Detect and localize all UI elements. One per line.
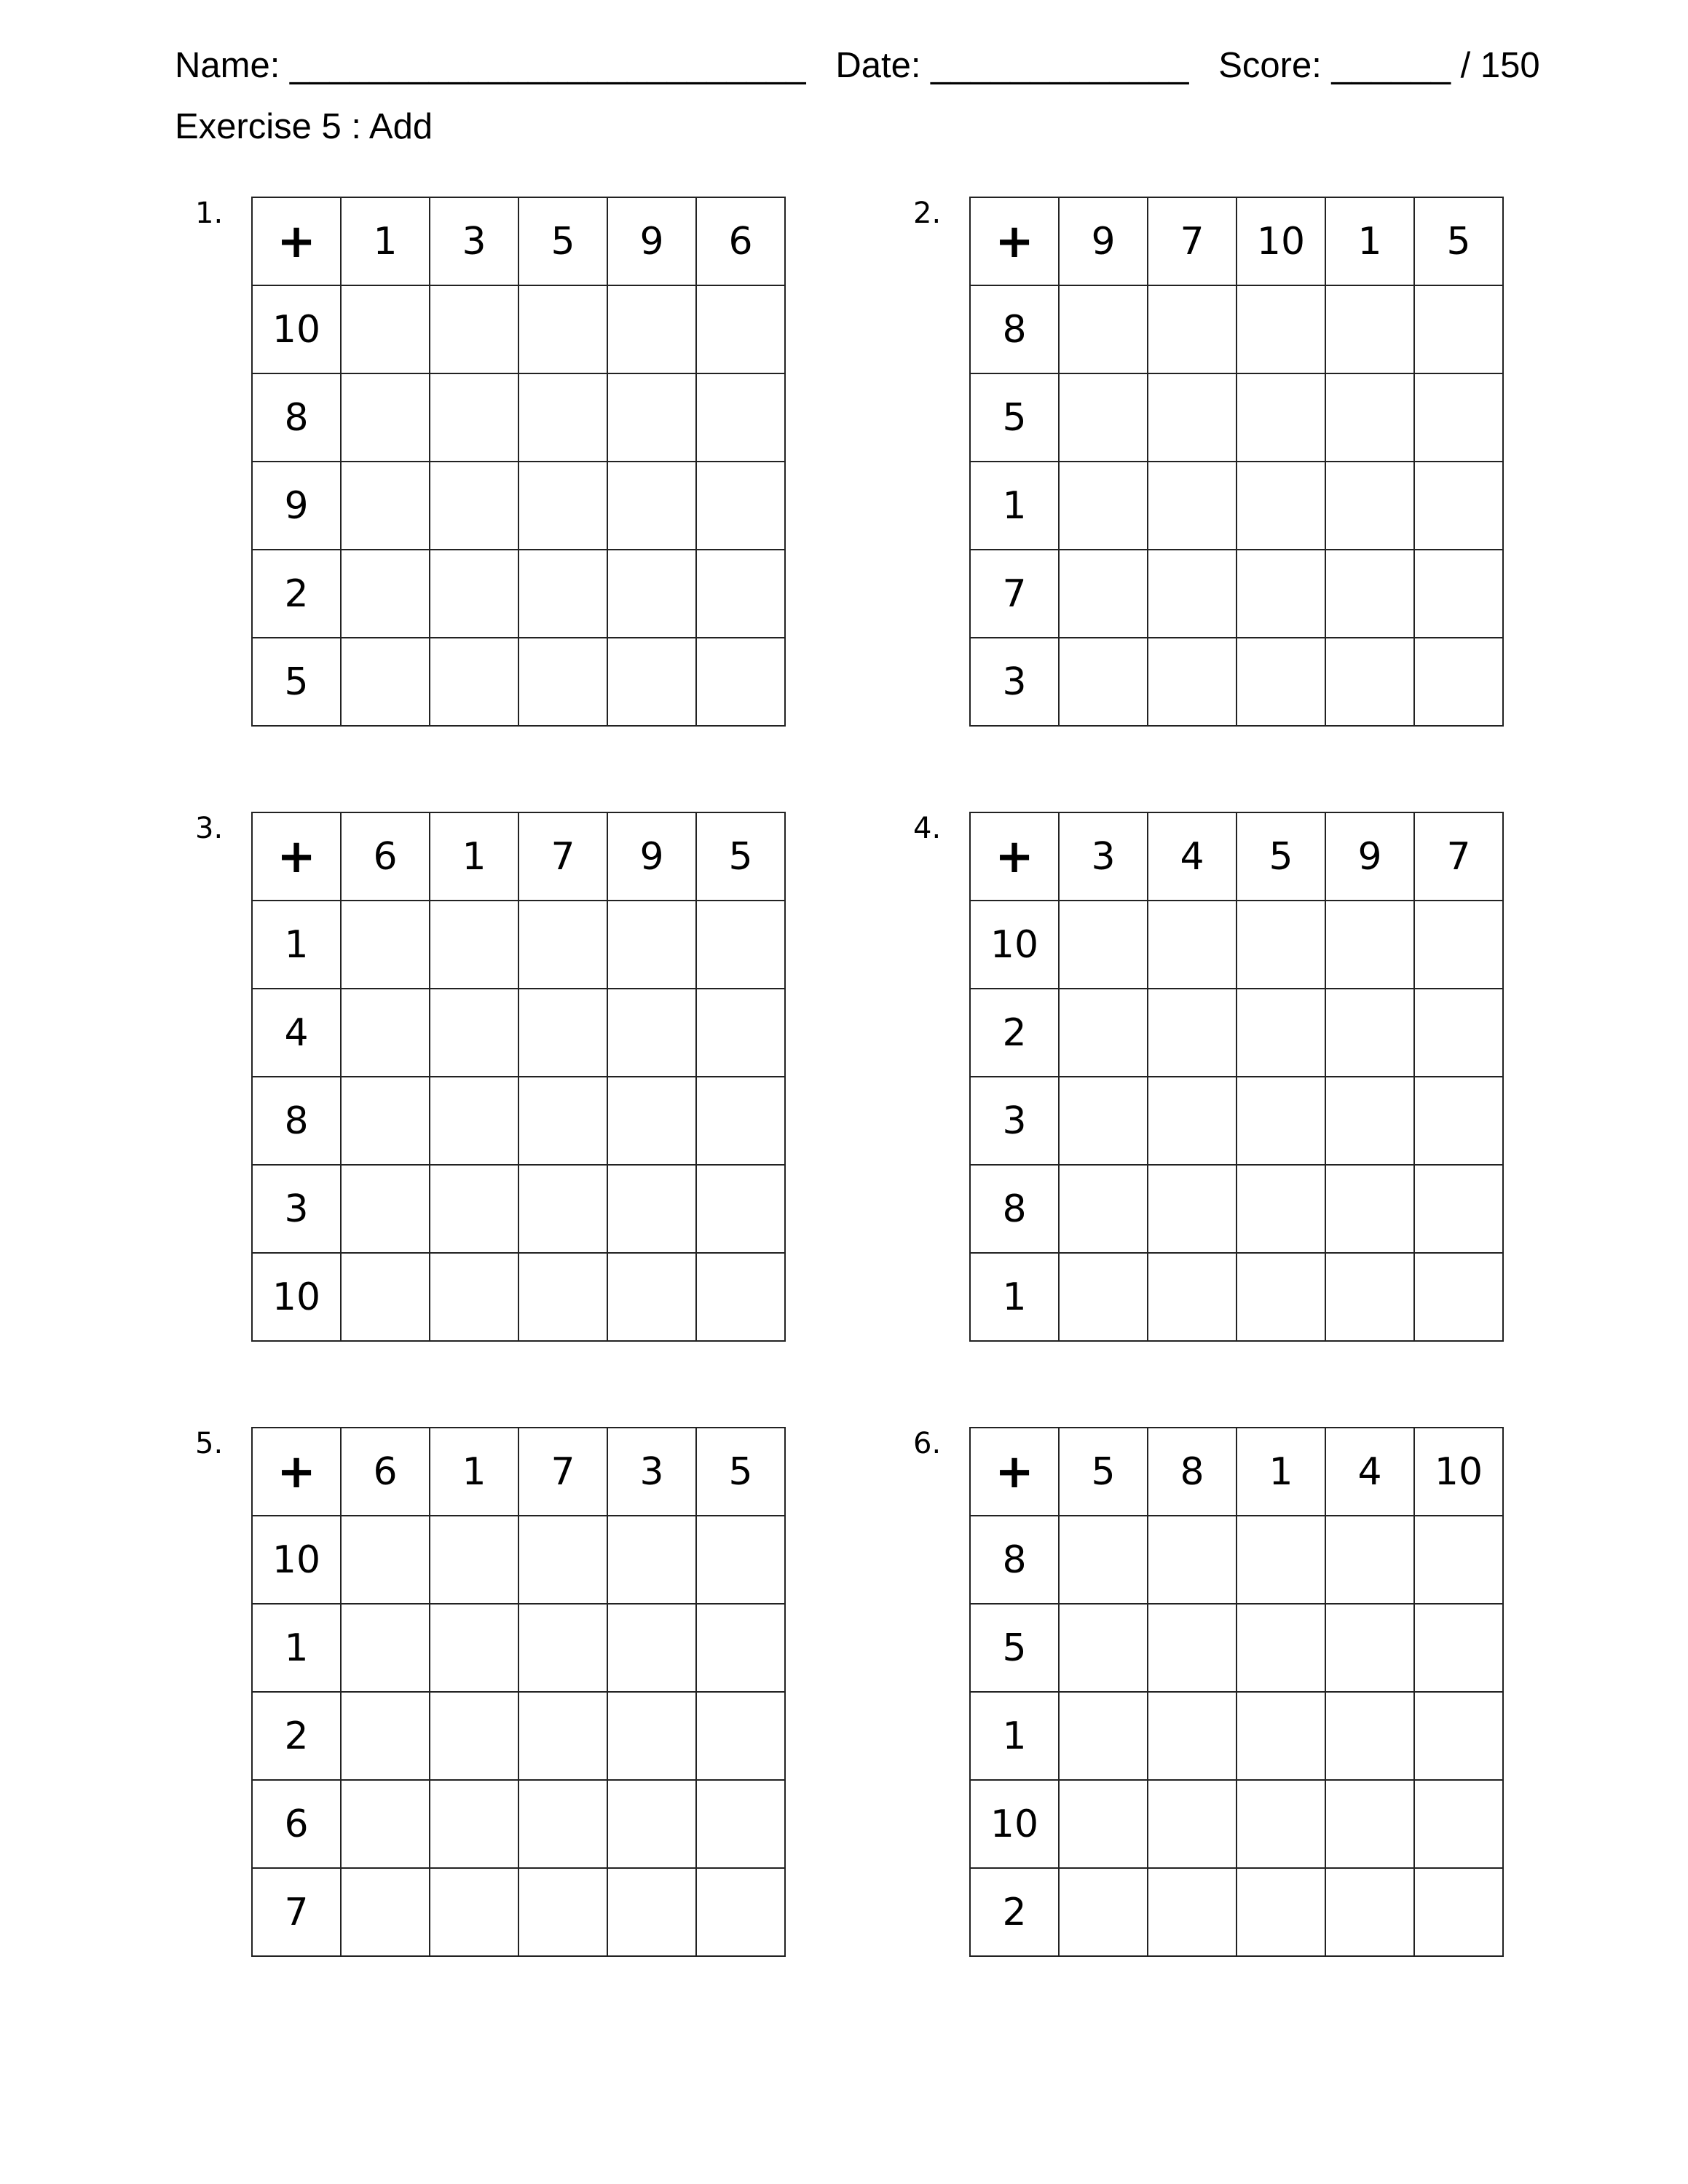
answer-cell[interactable] — [1414, 638, 1503, 726]
answer-cell[interactable] — [1237, 1780, 1325, 1868]
answer-cell[interactable] — [1237, 1516, 1325, 1604]
answer-cell[interactable] — [341, 1165, 430, 1253]
answer-cell[interactable] — [696, 901, 785, 989]
column-header-cell: 5 — [1237, 812, 1325, 901]
answer-cell[interactable] — [430, 285, 518, 373]
column-header-cell: 7 — [1148, 197, 1237, 285]
answer-cell[interactable] — [518, 550, 607, 638]
column-header-cell: 5 — [696, 812, 785, 901]
answer-cell[interactable] — [518, 373, 607, 462]
answer-cell[interactable] — [607, 1516, 696, 1604]
answer-cell[interactable] — [430, 901, 518, 989]
answer-cell[interactable] — [341, 1516, 430, 1604]
problem-2 — [893, 197, 1512, 750]
answer-cell[interactable] — [1237, 1165, 1325, 1253]
score-blank[interactable]: ______ — [1331, 46, 1451, 85]
problem-3 — [175, 812, 794, 1365]
answer-cell[interactable] — [341, 550, 430, 638]
answer-cell[interactable] — [518, 1165, 607, 1253]
grid-row — [252, 1077, 785, 1165]
plus-operator-cell: + — [970, 812, 1059, 901]
answer-cell[interactable] — [1059, 1077, 1148, 1165]
answer-cell[interactable] — [1237, 373, 1325, 462]
answer-cell[interactable] — [607, 462, 696, 550]
column-header-cell: 5 — [518, 197, 607, 285]
answer-cell[interactable] — [696, 462, 785, 550]
answer-cell[interactable] — [518, 285, 607, 373]
answer-cell[interactable] — [607, 1780, 696, 1868]
answer-cell[interactable] — [518, 989, 607, 1077]
answer-cell[interactable] — [1414, 285, 1503, 373]
grid-row — [252, 989, 785, 1077]
worksheet-header — [175, 45, 1540, 86]
plus-operator-cell: + — [252, 1428, 341, 1516]
column-header-cell: 3 — [1059, 812, 1148, 901]
problem-number: 6. — [913, 1427, 942, 1460]
row-header-cell: 10 — [252, 1516, 341, 1604]
grid-row — [970, 1604, 1503, 1692]
column-header-cell: 7 — [1414, 812, 1503, 901]
answer-cell[interactable] — [696, 1692, 785, 1780]
plus-operator-cell: + — [252, 812, 341, 901]
answer-cell[interactable] — [1325, 638, 1414, 726]
answer-cell[interactable] — [1148, 638, 1237, 726]
answer-cell[interactable] — [1237, 1604, 1325, 1692]
answer-cell[interactable] — [341, 1604, 430, 1692]
problem-5 — [175, 1427, 794, 1980]
answer-cell[interactable] — [1059, 1253, 1148, 1341]
answer-cell[interactable] — [1414, 373, 1503, 462]
answer-cell[interactable] — [518, 1516, 607, 1604]
score-total: / 150 — [1460, 46, 1540, 85]
answer-cell[interactable] — [1148, 1165, 1237, 1253]
header-row — [252, 812, 785, 901]
grid-row — [970, 462, 1503, 550]
answer-cell[interactable] — [1237, 901, 1325, 989]
row-header-cell: 5 — [970, 373, 1059, 462]
answer-cell[interactable] — [1148, 901, 1237, 989]
answer-cell[interactable] — [1148, 1516, 1237, 1604]
answer-cell[interactable] — [341, 1253, 430, 1341]
answer-cell[interactable] — [607, 550, 696, 638]
answer-cell[interactable] — [341, 462, 430, 550]
answer-cell[interactable] — [1237, 1253, 1325, 1341]
answer-cell[interactable] — [607, 989, 696, 1077]
plus-operator-cell: + — [252, 197, 341, 285]
grid-row — [252, 1516, 785, 1604]
column-header-cell: 7 — [518, 812, 607, 901]
row-header-cell: 1 — [970, 462, 1059, 550]
answer-cell[interactable] — [1237, 1692, 1325, 1780]
answer-cell[interactable] — [518, 901, 607, 989]
answer-cell[interactable] — [1414, 550, 1503, 638]
answer-cell[interactable] — [1059, 550, 1148, 638]
grid-row — [252, 901, 785, 989]
column-header-cell: 5 — [696, 1428, 785, 1516]
answer-cell[interactable] — [607, 1165, 696, 1253]
answer-cell[interactable] — [607, 901, 696, 989]
answer-cell[interactable] — [1414, 1165, 1503, 1253]
answer-cell[interactable] — [1237, 285, 1325, 373]
grid-row — [970, 1516, 1503, 1604]
column-header-cell: 7 — [518, 1428, 607, 1516]
answer-cell[interactable] — [696, 989, 785, 1077]
plus-operator-cell: + — [970, 197, 1059, 285]
answer-cell[interactable] — [1325, 901, 1414, 989]
answer-cell[interactable] — [1237, 462, 1325, 550]
answer-cell[interactable] — [341, 901, 430, 989]
answer-cell[interactable] — [1414, 1868, 1503, 1956]
grid-row — [252, 638, 785, 726]
answer-cell[interactable] — [696, 1604, 785, 1692]
grid-row — [970, 901, 1503, 989]
column-header-cell: 10 — [1237, 197, 1325, 285]
score-label: Score: — [1218, 46, 1322, 85]
row-header-cell: 8 — [970, 1516, 1059, 1604]
date-blank[interactable]: _____________ — [931, 46, 1189, 85]
answer-cell[interactable] — [341, 1780, 430, 1868]
answer-cell[interactable] — [696, 285, 785, 373]
grid-row — [970, 989, 1503, 1077]
date-label: Date: — [835, 46, 921, 85]
answer-cell[interactable] — [1237, 638, 1325, 726]
answer-cell[interactable] — [1325, 1868, 1414, 1956]
answer-cell[interactable] — [1148, 1692, 1237, 1780]
answer-cell[interactable] — [1325, 1077, 1414, 1165]
grid-row — [970, 550, 1503, 638]
row-header-cell: 9 — [252, 462, 341, 550]
header-row — [970, 812, 1503, 901]
column-header-cell: 9 — [607, 197, 696, 285]
row-header-cell: 7 — [970, 550, 1059, 638]
row-header-cell: 2 — [970, 989, 1059, 1077]
answer-cell[interactable] — [341, 1868, 430, 1956]
answer-cell[interactable] — [1059, 989, 1148, 1077]
problem-6 — [893, 1427, 1512, 1980]
answer-cell[interactable] — [607, 285, 696, 373]
answer-cell[interactable] — [1059, 285, 1148, 373]
answer-cell[interactable] — [1059, 1165, 1148, 1253]
answer-cell[interactable] — [1059, 1516, 1148, 1604]
answer-cell[interactable] — [607, 1868, 696, 1956]
answer-cell[interactable] — [341, 989, 430, 1077]
answer-cell[interactable] — [1414, 462, 1503, 550]
answer-cell[interactable] — [1414, 1516, 1503, 1604]
grid-row — [970, 1692, 1503, 1780]
row-header-cell: 8 — [252, 373, 341, 462]
answer-cell[interactable] — [607, 638, 696, 726]
answer-cell[interactable] — [341, 1077, 430, 1165]
column-header-cell: 4 — [1325, 1428, 1414, 1516]
grid-row — [252, 1692, 785, 1780]
header-row — [970, 1428, 1503, 1516]
answer-cell[interactable] — [1325, 1604, 1414, 1692]
answer-cell[interactable] — [1148, 373, 1237, 462]
answer-cell[interactable] — [518, 1604, 607, 1692]
answer-cell[interactable] — [696, 1253, 785, 1341]
answer-cell[interactable] — [1414, 989, 1503, 1077]
answer-cell[interactable] — [1148, 989, 1237, 1077]
answer-cell[interactable] — [696, 373, 785, 462]
header-row — [970, 197, 1503, 285]
answer-cell[interactable] — [518, 1868, 607, 1956]
grid-row — [252, 285, 785, 373]
answer-cell[interactable] — [518, 638, 607, 726]
column-header-cell: 1 — [341, 197, 430, 285]
row-header-cell: 4 — [252, 989, 341, 1077]
answer-cell[interactable] — [1414, 901, 1503, 989]
answer-cell[interactable] — [430, 989, 518, 1077]
answer-cell[interactable] — [1148, 1780, 1237, 1868]
answer-cell[interactable] — [1325, 1692, 1414, 1780]
answer-cell[interactable] — [1148, 462, 1237, 550]
answer-cell[interactable] — [1325, 550, 1414, 638]
problem-4 — [893, 812, 1512, 1365]
row-header-cell: 2 — [252, 550, 341, 638]
answer-cell[interactable] — [430, 1253, 518, 1341]
grid-row — [970, 1780, 1503, 1868]
row-header-cell: 7 — [252, 1868, 341, 1956]
answer-cell[interactable] — [696, 1077, 785, 1165]
grid-row — [252, 1165, 785, 1253]
answer-cell[interactable] — [1325, 462, 1414, 550]
grid-row — [970, 1253, 1503, 1341]
row-header-cell: 10 — [970, 901, 1059, 989]
row-header-cell: 2 — [252, 1692, 341, 1780]
addition-grid — [969, 197, 1504, 727]
row-header-cell: 5 — [252, 638, 341, 726]
grid-row — [252, 1253, 785, 1341]
answer-cell[interactable] — [341, 1692, 430, 1780]
answer-cell[interactable] — [1059, 1604, 1148, 1692]
column-header-cell: 8 — [1148, 1428, 1237, 1516]
name-label: Name: — [175, 46, 280, 85]
answer-cell[interactable] — [1148, 550, 1237, 638]
row-header-cell: 6 — [252, 1780, 341, 1868]
answer-cell[interactable] — [1059, 638, 1148, 726]
answer-cell[interactable] — [607, 1253, 696, 1341]
column-header-cell: 5 — [1414, 197, 1503, 285]
row-header-cell: 3 — [970, 1077, 1059, 1165]
column-header-cell: 6 — [696, 197, 785, 285]
header-row — [252, 1428, 785, 1516]
row-header-cell: 2 — [970, 1868, 1059, 1956]
row-header-cell: 10 — [252, 285, 341, 373]
answer-cell[interactable] — [341, 285, 430, 373]
answer-cell[interactable] — [607, 1077, 696, 1165]
row-header-cell: 8 — [252, 1077, 341, 1165]
answer-cell[interactable] — [1059, 462, 1148, 550]
answer-cell[interactable] — [1059, 373, 1148, 462]
grid-row — [970, 285, 1503, 373]
column-header-cell: 9 — [1325, 812, 1414, 901]
answer-cell[interactable] — [1237, 550, 1325, 638]
row-header-cell: 10 — [970, 1780, 1059, 1868]
row-header-cell: 1 — [252, 901, 341, 989]
answer-cell[interactable] — [1148, 1077, 1237, 1165]
column-header-cell: 1 — [1237, 1428, 1325, 1516]
row-header-cell: 3 — [252, 1165, 341, 1253]
answer-cell[interactable] — [430, 1868, 518, 1956]
grid-row — [252, 1604, 785, 1692]
column-header-cell: 6 — [341, 1428, 430, 1516]
answer-cell[interactable] — [696, 638, 785, 726]
answer-cell[interactable] — [341, 373, 430, 462]
problem-number: 3. — [195, 812, 224, 845]
answer-cell[interactable] — [1059, 901, 1148, 989]
answer-cell[interactable] — [1414, 1780, 1503, 1868]
row-header-cell: 1 — [970, 1692, 1059, 1780]
answer-cell[interactable] — [1325, 1780, 1414, 1868]
exercise-title: Exercise 5 : Add — [175, 107, 433, 146]
column-header-cell: 9 — [607, 812, 696, 901]
row-header-cell: 10 — [252, 1253, 341, 1341]
row-header-cell: 1 — [970, 1253, 1059, 1341]
answer-cell[interactable] — [1414, 1604, 1503, 1692]
answer-cell[interactable] — [518, 1253, 607, 1341]
addition-grid — [969, 1427, 1504, 1957]
answer-cell[interactable] — [430, 550, 518, 638]
answer-cell[interactable] — [518, 1077, 607, 1165]
answer-cell[interactable] — [430, 462, 518, 550]
answer-cell[interactable] — [607, 1604, 696, 1692]
answer-cell[interactable] — [341, 638, 430, 726]
answer-cell[interactable] — [1325, 989, 1414, 1077]
row-header-cell: 5 — [970, 1604, 1059, 1692]
header-row — [252, 197, 785, 285]
grid-row — [252, 462, 785, 550]
answer-cell[interactable] — [607, 1692, 696, 1780]
grid-row — [252, 1780, 785, 1868]
answer-cell[interactable] — [696, 1780, 785, 1868]
answer-cell[interactable] — [696, 1868, 785, 1956]
answer-cell[interactable] — [1237, 1077, 1325, 1165]
addition-grid — [251, 1427, 786, 1957]
answer-cell[interactable] — [1148, 285, 1237, 373]
answer-cell[interactable] — [1059, 1780, 1148, 1868]
answer-cell[interactable] — [430, 1516, 518, 1604]
column-header-cell: 9 — [1059, 197, 1148, 285]
column-header-cell: 10 — [1414, 1428, 1503, 1516]
answer-cell[interactable] — [430, 1077, 518, 1165]
addition-grid — [251, 197, 786, 727]
column-header-cell: 6 — [341, 812, 430, 901]
answer-cell[interactable] — [1325, 1253, 1414, 1341]
grid-row — [252, 373, 785, 462]
problem-number: 2. — [913, 197, 942, 230]
answer-cell[interactable] — [1325, 285, 1414, 373]
answer-cell[interactable] — [1148, 1868, 1237, 1956]
answer-cell[interactable] — [1148, 1604, 1237, 1692]
grid-row — [970, 638, 1503, 726]
addition-grid — [251, 812, 786, 1342]
column-header-cell: 1 — [430, 1428, 518, 1516]
answer-cell[interactable] — [1325, 373, 1414, 462]
answer-cell[interactable] — [1325, 1165, 1414, 1253]
answer-cell[interactable] — [696, 1516, 785, 1604]
answer-cell[interactable] — [1414, 1253, 1503, 1341]
name-blank[interactable]: __________________________ — [289, 46, 806, 85]
problem-1 — [175, 197, 794, 750]
grid-row — [970, 1077, 1503, 1165]
grid-row — [970, 1165, 1503, 1253]
answer-cell[interactable] — [430, 1780, 518, 1868]
problem-number: 4. — [913, 812, 942, 845]
answer-cell[interactable] — [1325, 1516, 1414, 1604]
row-header-cell: 8 — [970, 1165, 1059, 1253]
answer-cell[interactable] — [696, 1165, 785, 1253]
column-header-cell: 3 — [607, 1428, 696, 1516]
row-header-cell: 1 — [252, 1604, 341, 1692]
plus-operator-cell: + — [970, 1428, 1059, 1516]
answer-cell[interactable] — [1414, 1692, 1503, 1780]
column-header-cell: 1 — [430, 812, 518, 901]
problem-number: 5. — [195, 1427, 224, 1460]
column-header-cell: 1 — [1325, 197, 1414, 285]
problem-number: 1. — [195, 197, 224, 230]
answer-cell[interactable] — [518, 462, 607, 550]
answer-cell[interactable] — [518, 1692, 607, 1780]
column-header-cell: 5 — [1059, 1428, 1148, 1516]
column-header-cell: 4 — [1148, 812, 1237, 901]
grid-row — [970, 373, 1503, 462]
answer-cell[interactable] — [518, 1780, 607, 1868]
column-header-cell: 3 — [430, 197, 518, 285]
answer-cell[interactable] — [1237, 1868, 1325, 1956]
addition-grid — [969, 812, 1504, 1342]
answer-cell[interactable] — [430, 638, 518, 726]
grid-row — [252, 550, 785, 638]
answer-cell[interactable] — [430, 373, 518, 462]
answer-cell[interactable] — [430, 1165, 518, 1253]
answer-cell[interactable] — [1059, 1692, 1148, 1780]
answer-cell[interactable] — [696, 550, 785, 638]
answer-cell[interactable] — [1414, 1077, 1503, 1165]
answer-cell[interactable] — [1148, 1253, 1237, 1341]
answer-cell[interactable] — [607, 373, 696, 462]
answer-cell[interactable] — [1237, 989, 1325, 1077]
grid-row — [970, 1868, 1503, 1956]
grid-row — [252, 1868, 785, 1956]
answer-cell[interactable] — [1059, 1868, 1148, 1956]
row-header-cell: 8 — [970, 285, 1059, 373]
row-header-cell: 3 — [970, 638, 1059, 726]
answer-cell[interactable] — [430, 1604, 518, 1692]
answer-cell[interactable] — [430, 1692, 518, 1780]
